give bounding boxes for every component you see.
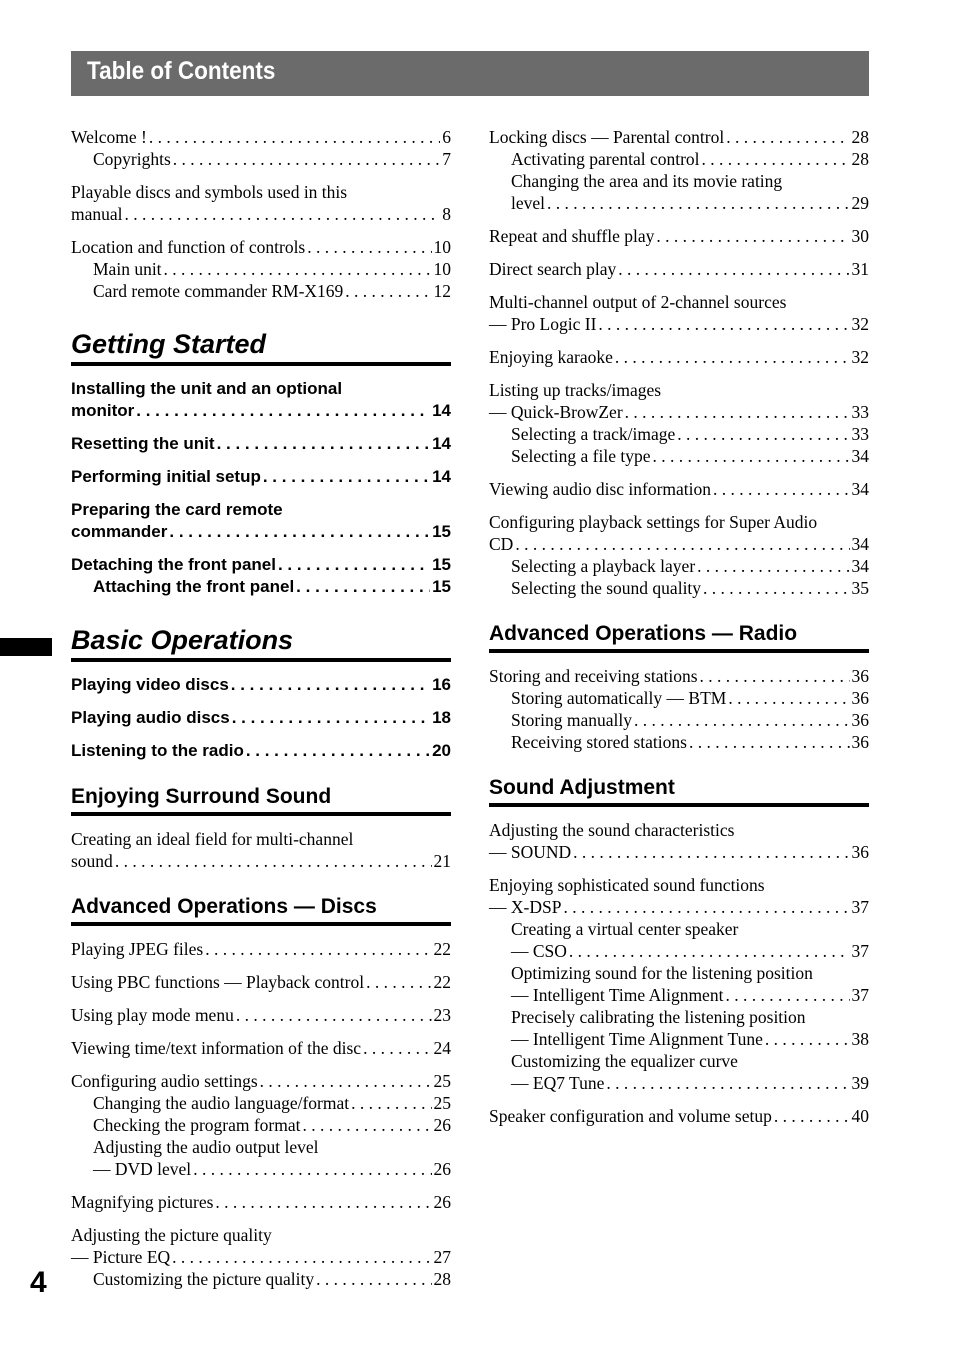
toc-right-column [489, 126, 869, 1138]
header-bar [71, 51, 869, 96]
dot-leader [726, 126, 849, 148]
toc-entry[interactable] [489, 687, 869, 709]
toc-entry-title: Detaching the front panel [71, 555, 276, 574]
toc-entry[interactable] [71, 1268, 451, 1290]
toc-entry[interactable] [71, 1246, 451, 1268]
dot-leader [125, 203, 441, 225]
toc-entry-page: 8 [442, 204, 451, 224]
toc-entry[interactable] [489, 126, 869, 148]
section-tab-marker [0, 638, 52, 656]
toc-group [71, 1037, 451, 1059]
toc-entry-line: Configuring playback settings for Super Audio [489, 512, 818, 532]
toc-group [71, 466, 451, 488]
toc-entry-page: 29 [851, 193, 869, 213]
section-heading-basic-operations: Basic Operations [71, 624, 451, 662]
toc-left-column [71, 126, 451, 1301]
dot-leader [765, 1028, 850, 1050]
toc-entry[interactable] [71, 850, 451, 872]
toc-entry-title: commander [71, 522, 168, 541]
toc-group [489, 379, 869, 467]
dot-leader [625, 401, 850, 423]
toc-entry-page: 23 [433, 1005, 451, 1025]
dot-leader [115, 850, 432, 872]
toc-entry-page: 28 [851, 149, 869, 169]
toc-entry-page: 26 [433, 1115, 451, 1135]
toc-getting-started-block [71, 378, 451, 598]
toc-entry-line: Creating a virtual center speaker [511, 919, 739, 939]
toc-entry-line: Adjusting the picture quality [71, 1225, 272, 1245]
toc-entry-page: 28 [851, 127, 869, 147]
toc-entry-page: 10 [433, 259, 451, 279]
toc-entry-title: sound [71, 851, 113, 871]
toc-entry-title: level [511, 193, 546, 213]
dot-leader [725, 984, 849, 1006]
toc-entry-line: Adjusting the audio output level [93, 1137, 319, 1157]
section-heading-advanced-discs: Advanced Operations — Discs [71, 894, 451, 926]
section-heading-sound-adjustment: Sound Adjustment [489, 775, 869, 807]
toc-group [71, 707, 451, 729]
toc-entry-title: — SOUND [489, 842, 572, 862]
toc-entry-title: Main unit [93, 259, 162, 279]
toc-group [489, 665, 869, 753]
toc-entry-title: Activating parental control [511, 149, 700, 169]
toc-entry-title: — EQ7 Tune [511, 1073, 605, 1093]
toc-entry-page: 15 [432, 522, 451, 541]
toc-entry-line: Listing up tracks/images [489, 380, 662, 400]
toc-entry-page: 18 [432, 708, 451, 727]
toc-entry-title: Storing automatically — BTM [511, 688, 727, 708]
section-heading-advanced-radio: Advanced Operations — Radio [489, 621, 869, 653]
toc-entry-page: 20 [432, 741, 451, 760]
dot-leader [697, 555, 849, 577]
toc-entry-page: 37 [851, 897, 869, 917]
toc-entry-title: monitor [71, 401, 135, 420]
toc-entry[interactable] [489, 940, 869, 962]
toc-entry-page: 7 [442, 149, 451, 169]
toc-entry[interactable] [71, 1037, 451, 1059]
dot-leader [260, 1070, 432, 1092]
toc-entry-line: Playable discs and symbols used in this [71, 182, 348, 202]
toc-entry-page: 34 [851, 556, 869, 576]
toc-entry[interactable] [71, 938, 451, 960]
toc-entry[interactable] [489, 346, 869, 368]
page-title: Table of Contents [87, 57, 276, 85]
toc-entry[interactable] [71, 971, 451, 993]
toc-entry-page: 32 [851, 347, 869, 367]
dot-leader [303, 1114, 432, 1136]
dot-leader [700, 665, 850, 687]
toc-entry[interactable] [71, 576, 451, 598]
toc-entry-title: — Intelligent Time Alignment Tune [511, 1029, 763, 1049]
toc-entry-title: Customizing the picture quality [93, 1269, 315, 1289]
dot-leader [618, 258, 849, 280]
toc-entry[interactable] [71, 1070, 451, 1092]
dot-leader [217, 433, 431, 455]
toc-entry[interactable] [71, 1114, 451, 1136]
toc-group [489, 478, 869, 500]
toc-entry-title: CD [489, 534, 514, 554]
toc-entry-page: 21 [433, 851, 451, 871]
toc-entry-page: 35 [851, 578, 869, 598]
toc-entry-title: Using play mode menu [71, 1005, 234, 1025]
toc-entry-title: Enjoying karaoke [489, 347, 613, 367]
dot-leader [703, 577, 849, 599]
toc-entry-title: Using PBC functions — Playback control [71, 972, 365, 992]
toc-entry-title: Locking discs — Parental control [489, 127, 725, 147]
dot-leader [149, 126, 440, 148]
toc-group [489, 126, 869, 214]
toc-entry-page: 36 [851, 688, 869, 708]
toc-entry-title: Playing video discs [71, 675, 229, 694]
toc-entry-page: 25 [433, 1071, 451, 1091]
toc-entry[interactable] [71, 280, 451, 302]
toc-group [71, 378, 451, 422]
toc-entry[interactable] [489, 258, 869, 280]
toc-entry-page: 14 [432, 467, 451, 486]
toc-entry-title: manual [71, 204, 123, 224]
toc-entry[interactable] [71, 433, 451, 455]
dot-leader [656, 225, 849, 247]
toc-entry-page: 34 [851, 446, 869, 466]
toc-entry[interactable] [489, 313, 869, 335]
toc-entry-title: Selecting a file type [511, 446, 651, 466]
toc-entry-page: 26 [433, 1159, 451, 1179]
toc-entry-page: 14 [432, 401, 451, 420]
dot-leader [278, 554, 430, 576]
toc-entry-page: 31 [851, 259, 869, 279]
toc-entry-title: Selecting the sound quality [511, 578, 702, 598]
toc-entry[interactable] [489, 533, 869, 555]
toc-entry-line: Preparing the card remote [71, 500, 283, 519]
toc-entry-title: — CSO [511, 941, 567, 961]
dot-leader [236, 1004, 432, 1026]
toc-entry[interactable] [489, 423, 869, 445]
dot-leader [316, 1268, 431, 1290]
toc-entry-page: 14 [432, 434, 451, 453]
toc-group [71, 938, 451, 960]
toc-entry[interactable] [489, 709, 869, 731]
toc-entry-title: Welcome ! [71, 127, 147, 147]
dot-leader [774, 1105, 850, 1127]
toc-entry-title: Attaching the front panel [93, 577, 295, 596]
toc-entry-title: Direct search play [489, 259, 617, 279]
toc-entry[interactable] [71, 203, 451, 225]
toc-entry-title: — Pro Logic II [489, 314, 597, 334]
toc-entry-line: Adjusting the sound characteristics [489, 820, 735, 840]
dot-leader [713, 478, 849, 500]
toc-entry-page: 39 [851, 1073, 869, 1093]
toc-entry-page: 12 [433, 281, 451, 301]
toc-group [489, 258, 869, 280]
toc-entry-page: 37 [851, 941, 869, 961]
toc-entry-title: — DVD level [93, 1159, 192, 1179]
toc-entry[interactable] [71, 1158, 451, 1180]
toc-group [71, 1224, 451, 1290]
toc-advanced-discs-block [71, 938, 451, 1290]
toc-entry-title: Checking the program format [93, 1115, 301, 1135]
dot-leader [296, 576, 430, 598]
toc-entry[interactable] [489, 478, 869, 500]
toc-entry-page: 6 [442, 127, 451, 147]
toc-entry-line: Customizing the equalizer curve [511, 1051, 738, 1071]
toc-entry-page: 34 [851, 479, 869, 499]
toc-entry[interactable] [489, 148, 869, 170]
dot-leader [263, 466, 430, 488]
dot-leader [232, 707, 430, 729]
dot-leader [205, 938, 431, 960]
toc-entry-title: Copyrights [93, 149, 171, 169]
dot-leader [598, 313, 849, 335]
toc-entry-page: 36 [851, 842, 869, 862]
toc-group [489, 819, 869, 863]
toc-entry-page: 16 [432, 675, 451, 694]
toc-entry-title: Receiving stored stations [511, 732, 687, 752]
dot-leader [173, 148, 440, 170]
toc-entry-page: 27 [433, 1247, 451, 1267]
toc-entry-page: 28 [433, 1269, 451, 1289]
toc-entry[interactable] [489, 225, 869, 247]
toc-group [71, 236, 451, 302]
toc-group [71, 126, 451, 170]
toc-entry-title: — Intelligent Time Alignment [511, 985, 724, 1005]
toc-entry[interactable] [71, 521, 451, 543]
toc-group [71, 740, 451, 762]
toc-entry-line: Installing the unit and an optional [71, 379, 343, 398]
toc-entry[interactable] [71, 1191, 451, 1213]
toc-group [71, 499, 451, 543]
toc-entry-title: Card remote commander RM-X169 [93, 281, 344, 301]
toc-entry[interactable] [71, 1004, 451, 1026]
toc-entry[interactable] [71, 1092, 451, 1114]
toc-entry-title: Listening to the radio [71, 741, 244, 760]
toc-entry[interactable] [489, 1072, 869, 1094]
dot-leader [689, 731, 850, 753]
dot-leader [246, 740, 430, 762]
toc-entry-title: Resetting the unit [71, 434, 215, 453]
toc-entry[interactable] [71, 148, 451, 170]
dot-leader [573, 841, 849, 863]
toc-group [71, 433, 451, 455]
toc-entry-page: 15 [432, 555, 451, 574]
toc-entry-page: 32 [851, 314, 869, 334]
toc-entry-title: Playing JPEG files [71, 939, 204, 959]
toc-entry-title: Storing and receiving stations [489, 666, 698, 686]
toc-group [489, 874, 869, 1094]
toc-entry[interactable] [489, 984, 869, 1006]
dot-leader [563, 896, 849, 918]
toc-entry-title: Storing manually [511, 710, 633, 730]
toc-group [71, 1191, 451, 1213]
toc-entry[interactable] [489, 192, 869, 214]
toc-entry-page: 30 [851, 226, 869, 246]
toc-entry-title: Repeat and shuffle play [489, 226, 655, 246]
toc-entry[interactable] [489, 896, 869, 918]
toc-entry-line: Precisely calibrating the listening position [511, 1007, 806, 1027]
dot-leader [547, 192, 849, 214]
toc-entry-page: 22 [433, 939, 451, 959]
toc-entry[interactable] [71, 707, 451, 729]
toc-entry-title: Viewing time/text information of the disc [71, 1038, 362, 1058]
toc-entry[interactable] [71, 258, 451, 280]
toc-entry-page: 15 [432, 577, 451, 596]
toc-entry-page: 10 [433, 237, 451, 257]
dot-leader [345, 280, 431, 302]
toc-entry-page: 36 [851, 666, 869, 686]
toc-entry-page: 36 [851, 732, 869, 752]
toc-entry-title: Location and function of controls [71, 237, 306, 257]
dot-leader [702, 148, 850, 170]
dot-leader [193, 1158, 431, 1180]
toc-entry-page: 37 [851, 985, 869, 1005]
dot-leader [363, 1037, 431, 1059]
toc-intro-block [71, 126, 451, 302]
toc-entry[interactable] [489, 401, 869, 423]
dot-leader [615, 346, 850, 368]
dot-leader [351, 1092, 431, 1114]
dot-leader [136, 400, 430, 422]
toc-entry[interactable] [489, 1028, 869, 1050]
dot-leader [307, 236, 431, 258]
toc-entry-title: Magnifying pictures [71, 1192, 214, 1212]
toc-entry-title: Changing the audio language/format [93, 1093, 350, 1113]
toc-group [71, 674, 451, 696]
toc-group [71, 971, 451, 993]
toc-group [489, 225, 869, 247]
toc-entry-title: Playing audio discs [71, 708, 230, 727]
toc-entry-page: 22 [433, 972, 451, 992]
toc-sound-adjustment-block [489, 819, 869, 1127]
toc-right-intro-block [489, 126, 869, 599]
toc-entry-page: 33 [851, 402, 869, 422]
toc-entry-page: 36 [851, 710, 869, 730]
toc-entry[interactable] [71, 740, 451, 762]
dot-leader [169, 521, 430, 543]
toc-entry-page: 34 [851, 534, 869, 554]
toc-entry-title: Configuring audio settings [71, 1071, 258, 1091]
toc-entry[interactable] [489, 1105, 869, 1127]
dot-leader [634, 709, 849, 731]
dot-leader [677, 423, 849, 445]
dot-leader [606, 1072, 849, 1094]
toc-entry-line: Multi-channel output of 2-channel sources [489, 292, 787, 312]
toc-surround-block [71, 828, 451, 872]
toc-entry-title: — Quick-BrowZer [489, 402, 623, 422]
toc-group [489, 511, 869, 599]
toc-entry[interactable] [489, 841, 869, 863]
toc-group [71, 828, 451, 872]
dot-leader [215, 1191, 431, 1213]
toc-group [71, 181, 451, 225]
toc-advanced-radio-block [489, 665, 869, 753]
toc-entry-line: Changing the area and its movie rating [511, 171, 783, 191]
toc-group [71, 1004, 451, 1026]
toc-group [489, 291, 869, 335]
dot-leader [231, 674, 430, 696]
toc-entry[interactable] [489, 665, 869, 687]
dot-leader [569, 940, 850, 962]
section-heading-surround-sound: Enjoying Surround Sound [71, 784, 451, 816]
dot-leader [172, 1246, 431, 1268]
dot-leader [652, 445, 849, 467]
dot-leader [515, 533, 849, 555]
toc-entry[interactable] [489, 445, 869, 467]
toc-entry[interactable] [489, 731, 869, 753]
dot-leader [728, 687, 849, 709]
toc-group [71, 554, 451, 598]
toc-entry[interactable] [489, 555, 869, 577]
toc-entry[interactable] [71, 236, 451, 258]
toc-entry[interactable] [489, 577, 869, 599]
toc-entry-page: 33 [851, 424, 869, 444]
toc-entry-title: Performing initial setup [71, 467, 261, 486]
toc-entry-line: Optimizing sound for the listening position [511, 963, 813, 983]
toc-entry-page: 24 [433, 1038, 451, 1058]
toc-entry[interactable] [71, 466, 451, 488]
toc-entry-title: — Picture EQ [71, 1247, 171, 1267]
section-heading-getting-started: Getting Started [71, 328, 451, 366]
dot-leader [366, 971, 431, 993]
toc-entry-page: 38 [851, 1029, 869, 1049]
toc-group [489, 1105, 869, 1127]
toc-entry-title: Viewing audio disc information [489, 479, 712, 499]
toc-entry-page: 40 [851, 1106, 869, 1126]
page-number: 4 [30, 1266, 47, 1299]
toc-entry[interactable] [71, 400, 451, 422]
toc-entry-title: Selecting a track/image [511, 424, 676, 444]
toc-basic-operations-block [71, 674, 451, 762]
toc-entry-title: — X-DSP [489, 897, 562, 917]
toc-entry-title: Selecting a playback layer [511, 556, 696, 576]
toc-entry-line: Creating an ideal field for multi-channel [71, 829, 354, 849]
dot-leader [164, 258, 432, 280]
toc-group [71, 1070, 451, 1180]
toc-entry[interactable] [71, 126, 451, 148]
toc-entry-line: Enjoying sophisticated sound functions [489, 875, 765, 895]
toc-entry-title: Speaker configuration and volume setup [489, 1106, 772, 1126]
toc-entry[interactable] [71, 674, 451, 696]
toc-group [489, 346, 869, 368]
toc-entry-page: 25 [433, 1093, 451, 1113]
toc-entry-page: 26 [433, 1192, 451, 1212]
toc-entry[interactable] [71, 554, 451, 576]
